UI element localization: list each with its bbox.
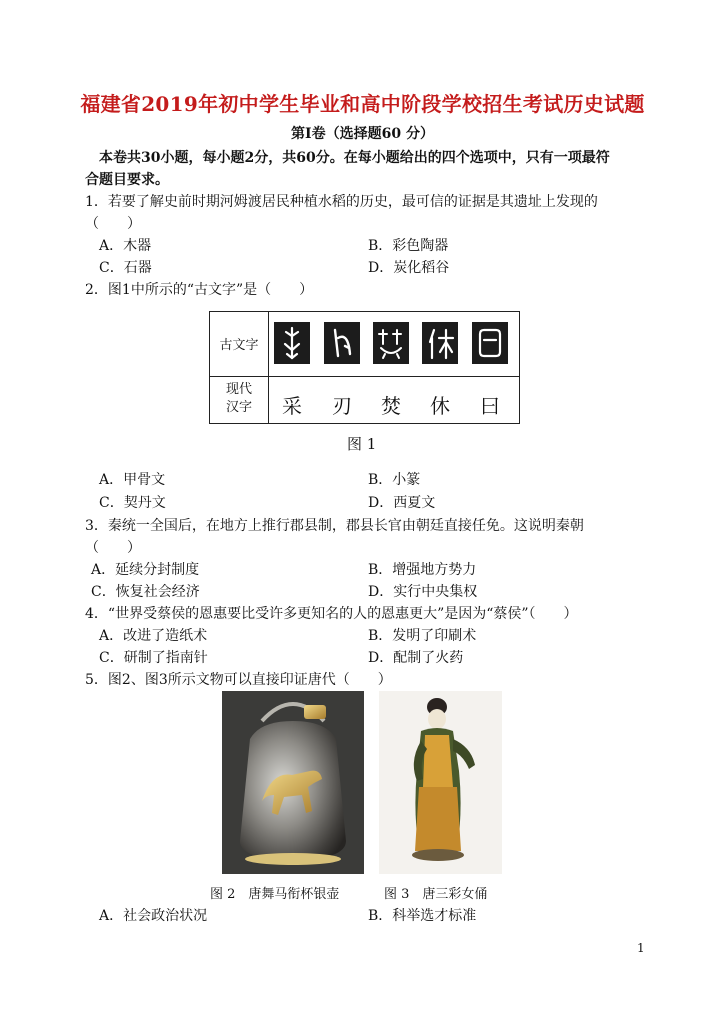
figure3-tricolour-figurine-image xyxy=(379,691,502,874)
q3-option-a: A．延续分封制度 xyxy=(91,562,200,578)
row-label-modern xyxy=(210,381,268,417)
q2-option-b: B．小篆 xyxy=(368,472,421,488)
q3-option-b: B．增强地方势力 xyxy=(368,562,477,578)
modern-char: 休 xyxy=(430,394,450,418)
q3-option-c: C．恢复社会经济 xyxy=(91,584,200,600)
q1-blank: （ ） xyxy=(85,216,141,232)
modern-char: 焚 xyxy=(381,394,401,418)
q2-option-a: A．甲骨文 xyxy=(99,472,166,488)
modern-char: 采 xyxy=(282,394,302,418)
q1-option-d: D．炭化稻谷 xyxy=(368,260,450,276)
instructions-line1: 本卷共30小题，每小题2分，共60分。在每小题给出的四个选项中，只有一项最符 xyxy=(99,150,610,166)
q3-option-d: D．实行中央集权 xyxy=(368,584,478,600)
table-divider xyxy=(210,376,519,377)
q5-option-a: A．社会政治状况 xyxy=(99,908,208,924)
modern-char: 曰 xyxy=(480,394,500,418)
figure3-caption: 图 3 唐三彩女俑 xyxy=(384,887,488,902)
q3-blank: （ ） xyxy=(85,540,141,556)
q3-stem: 3．秦统一全国后，在地方上推行郡县制，郡县长官由朝廷直接任免。这说明秦朝 xyxy=(85,518,584,534)
q4-stem: 4．“世界受蔡侯的恩惠要比受许多更知名的人的恩惠更大”是因为“蔡侯”（ ） xyxy=(85,606,578,622)
row-label-modern-line2: 汉字 xyxy=(225,400,252,415)
row-label-ancient: 古文字 xyxy=(219,338,259,353)
q5-stem: 5．图2、图3所示文物可以直接印证唐代（ ） xyxy=(85,672,392,688)
page-number: 1 xyxy=(637,941,645,955)
modern-char: 刃 xyxy=(332,394,352,418)
page-title: 福建省2019年初中学生毕业和高中阶段学校招生考试历史试题 xyxy=(80,92,645,116)
ancient-glyph-xiu xyxy=(422,322,458,364)
ancient-glyph-fen xyxy=(373,322,409,364)
figure2-caption: 图 2 唐舞马衔杯银壶 xyxy=(210,887,340,902)
q1-stem: 1．若要了解史前时期河姆渡居民种植水稻的历史，最可信的证据是其遗址上发现的 xyxy=(85,194,598,210)
ancient-glyph-cai xyxy=(274,322,310,364)
q4-option-a: A．改进了造纸术 xyxy=(99,628,208,644)
instructions-line2: 合题目要求。 xyxy=(85,172,169,188)
q1-option-b: B．彩色陶器 xyxy=(368,238,449,254)
section-heading: 第Ⅰ卷（选择题60 分） xyxy=(291,126,434,142)
figure1-table xyxy=(209,311,520,424)
q1-option-c: C．石器 xyxy=(99,260,152,276)
q4-option-b: B．发明了印刷术 xyxy=(368,628,477,644)
q2-option-c: C．契丹文 xyxy=(99,495,166,511)
q2-stem: 2．图1中所示的“古文字”是（ ） xyxy=(85,282,314,298)
figure2-silver-flask-image xyxy=(222,691,364,874)
q4-option-d: D．配制了火药 xyxy=(368,650,464,666)
q4-option-c: C．研制了指南针 xyxy=(99,650,208,666)
ancient-glyph-ren xyxy=(324,322,360,364)
figure1-caption: 图 1 xyxy=(347,435,377,453)
ancient-glyph-yue xyxy=(472,322,508,364)
q5-option-b: B．科举选才标准 xyxy=(368,908,477,924)
q2-option-d: D．西夏文 xyxy=(368,495,436,511)
table-divider xyxy=(268,312,269,423)
q1-option-a: A．木器 xyxy=(99,238,152,254)
row-label-modern-line1: 现代 xyxy=(225,382,252,397)
